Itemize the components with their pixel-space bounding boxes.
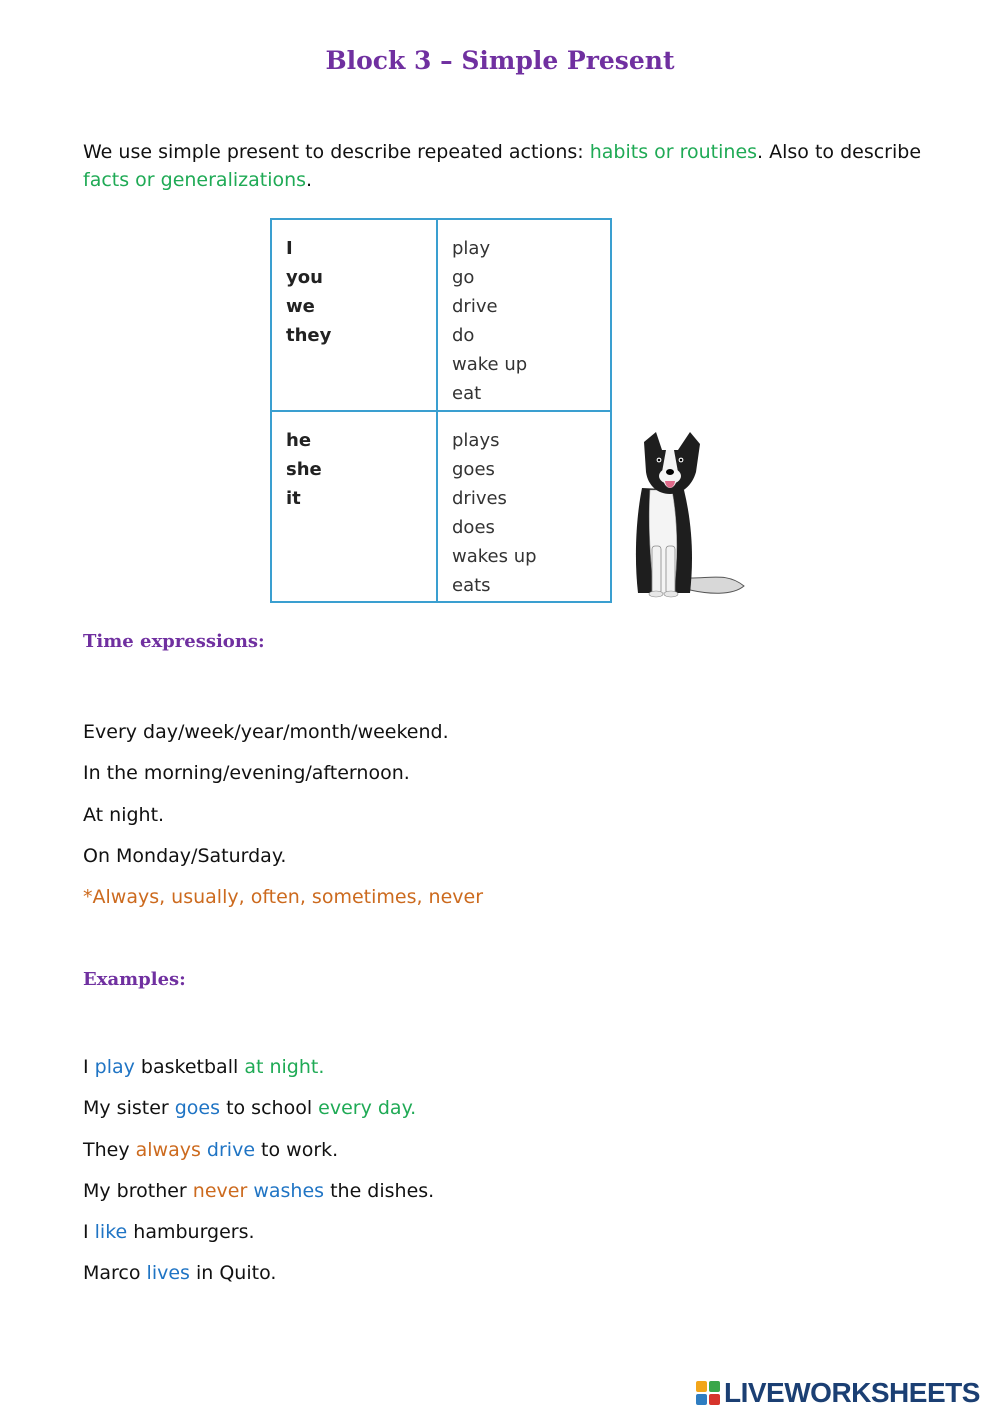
- sentence-text: basketball: [134, 1056, 245, 1078]
- intro-highlight-habits: habits or routines: [589, 141, 758, 163]
- sentence-text: hamburgers.: [127, 1221, 255, 1244]
- conjugation-table: [270, 218, 612, 603]
- time-expressions-list: [83, 712, 483, 918]
- sentence-text: I: [83, 1221, 95, 1244]
- verb-highlight: goes: [174, 1097, 221, 1120]
- verb: drives: [452, 488, 507, 509]
- verb: drive: [452, 296, 498, 317]
- sentence-text: to work.: [255, 1138, 339, 1161]
- frequency-adverbs-note: *Always, usually, often, sometimes, never: [83, 886, 484, 909]
- example-sentence: [83, 1047, 434, 1088]
- intro-text-1: We use simple present to describe repeated actions:: [83, 141, 590, 163]
- sentence-text: Marco: [83, 1262, 147, 1285]
- verb: eat: [452, 383, 482, 404]
- adverb-highlight: always: [135, 1138, 201, 1161]
- pronoun-cell-plural: [272, 220, 438, 412]
- pronoun: they: [286, 325, 332, 346]
- pronoun: you: [286, 267, 323, 288]
- time-expression-item: Every day/week/year/month/weekend.: [83, 721, 449, 743]
- pronoun: he: [286, 430, 312, 451]
- pronoun: we: [286, 296, 315, 317]
- time-expression-item: In the morning/evening/afternoon.: [83, 762, 410, 785]
- liveworksheets-branding[interactable]: [696, 1378, 980, 1408]
- adverb-highlight: never: [192, 1179, 248, 1202]
- examples-heading: Examples:: [83, 969, 186, 990]
- verb: plays: [452, 430, 500, 451]
- example-sentence: [83, 1130, 434, 1171]
- verb-highlight: play: [94, 1056, 135, 1078]
- example-sentence: [83, 1088, 434, 1129]
- pronoun: I: [286, 238, 293, 259]
- verb-highlight: lives: [146, 1262, 190, 1285]
- intro-paragraph: [83, 138, 943, 194]
- sentence-text: I: [83, 1056, 95, 1078]
- time-expressions-heading: Time expressions:: [83, 631, 265, 652]
- time-expression-item: On Monday/Saturday.: [83, 844, 287, 867]
- verb-highlight: washes: [253, 1179, 325, 1202]
- verb: do: [452, 325, 475, 346]
- sentence-text: to school: [220, 1097, 319, 1120]
- verb: does: [452, 517, 495, 538]
- sentence-text: My brother: [83, 1179, 193, 1202]
- verb: play: [452, 238, 491, 259]
- verb: goes: [452, 459, 495, 480]
- verb-cell-s-form: [438, 412, 610, 601]
- liveworksheets-logo-icon: [696, 1381, 720, 1405]
- sentence-text: the dishes.: [324, 1179, 435, 1202]
- time-highlight: at night.: [244, 1056, 325, 1078]
- intro-highlight-facts: facts or generalizations: [83, 169, 307, 191]
- verb-highlight: drive: [206, 1138, 256, 1161]
- pronoun-cell-third-person: [272, 412, 438, 601]
- liveworksheets-wordmark: LIVEWORKSHEETS: [724, 1377, 980, 1408]
- example-sentence: [83, 1171, 434, 1212]
- verb: wakes up: [452, 546, 537, 567]
- sentence-text: My sister: [83, 1097, 175, 1120]
- pronoun: she: [286, 459, 322, 480]
- verb: go: [452, 267, 475, 288]
- time-expression-item: At night.: [83, 803, 165, 826]
- sentence-text: They: [83, 1138, 136, 1161]
- page-title: Block 3 – Simple Present: [325, 46, 675, 75]
- intro-text-3: .: [306, 169, 313, 191]
- intro-text-2: . Also to describe: [757, 141, 922, 163]
- example-sentence: [83, 1253, 434, 1294]
- sentence-text: in Quito.: [189, 1262, 277, 1285]
- example-sentence: [83, 1212, 434, 1253]
- pronoun: it: [286, 488, 301, 509]
- verb-cell-base: [438, 220, 610, 412]
- verb: wake up: [452, 354, 528, 375]
- time-highlight: every day.: [318, 1097, 417, 1120]
- verb-highlight: like: [94, 1221, 128, 1244]
- verb: eats: [452, 575, 491, 596]
- dog-illustration: [628, 428, 748, 600]
- examples-list: [83, 1047, 434, 1295]
